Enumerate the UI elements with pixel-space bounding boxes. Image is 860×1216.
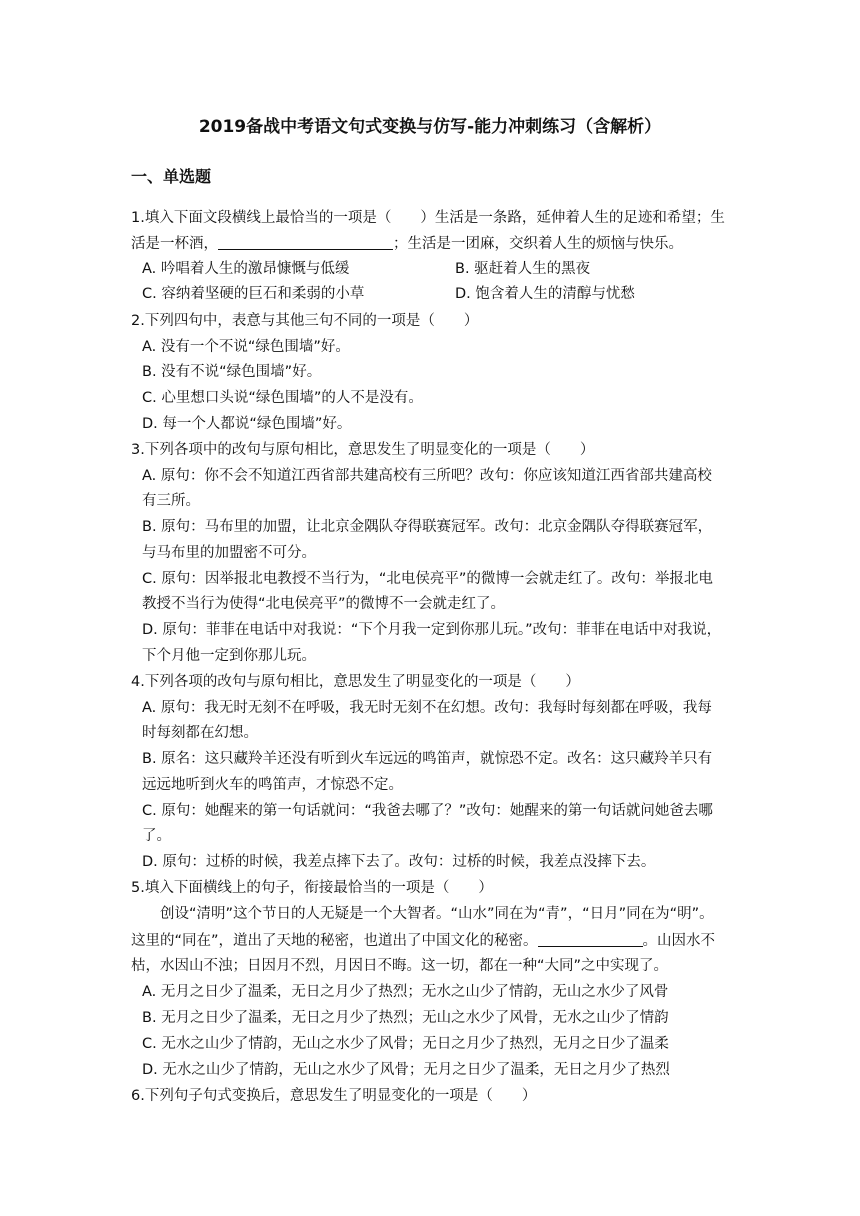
- question-3-option-c: C. 原句：因举报北电教授不当行为，“北电侯亮平”的微博一会就走红了。改句：举报北电: [142, 571, 713, 587]
- question-3-option-b: B. 原句：马布里的加盟，让北京金隅队夺得联赛冠军。改句：北京金隅队夺得联赛冠军，: [142, 519, 713, 535]
- question-5-passage-2: [131, 930, 715, 951]
- question-1-text-b: ；生活是一团麻，交织着人生的烦恼与快乐。: [393, 236, 683, 252]
- question-1-option-c: C. 容纳着坚硬的巨石和柔弱的小草: [142, 286, 365, 302]
- question-4-option-a-cont: 时每刻都在幻想。: [142, 725, 258, 741]
- question-4-option-d: D. 原句：过桥的时候，我差点摔下去了。改句：过桥的时候，我差点没摔下去。: [142, 854, 656, 870]
- question-1-stem-cont: [131, 233, 683, 254]
- question-5-option-b: B. 无月之日少了温柔，无日之月少了热烈；无山之水少了风骨，无水之山少了情韵: [142, 1010, 669, 1026]
- question-4-option-a: A. 原句：我无时无刻不在呼吸，我无时无刻不在幻想。改句：我每时每刻都在呼吸，我每: [142, 700, 712, 716]
- question-5-passage-3: 枯，水因山不浊；日因月不烈，月因日不晦。这一切，都在一种“大同”之中实现了。: [131, 958, 669, 974]
- question-2-option-c: C. 心里想口头说“绿色围墙”的人不是没有。: [142, 390, 423, 406]
- question-4-option-b-cont: 远远地听到火车的鸣笛声，才惊恐不定。: [142, 777, 403, 793]
- question-2-option-b: B. 没有不说“绿色围墙”好。: [142, 364, 322, 380]
- question-4-option-c: C. 原句：她醒来的第一句话就问：“我爸去哪了？”改句：她醒来的第一句话就问她爸去哪: [142, 803, 713, 819]
- question-1-option-d: D. 饱含着人生的清醇与忧愁: [455, 286, 635, 302]
- question-6-stem: 6.下列句子句式变换后，意思发生了明显变化的一项是（ ）: [131, 1088, 537, 1104]
- question-4-stem: 4.下列各项的改句与原句相比，意思发生了明显变化的一项是（ ）: [131, 674, 580, 690]
- question-3-stem: 3.下列各项中的改句与原句相比，意思发生了明显变化的一项是（ ）: [131, 442, 595, 458]
- section-heading: 一、单选题: [131, 167, 212, 186]
- question-3-option-d-cont: 下个月他一定到你那儿玩。: [142, 648, 316, 664]
- question-3-option-b-cont: 与马布里的加盟密不可分。: [142, 545, 316, 561]
- question-4-option-c-cont: 了。: [142, 828, 171, 844]
- question-5-passage-1: 创设“清明”这个节日的人无疑是一个大智者。“山水”同在为“青”，“日月”同在为“明”。: [160, 906, 714, 922]
- question-3-option-a-cont: 有三所。: [142, 493, 200, 509]
- answer-blank: [538, 930, 643, 947]
- question-4-option-b: B. 原名：这只藏羚羊还没有听到火车远远的鸣笛声，就惊恐不定。改名：这只藏羚羊只有: [142, 751, 713, 767]
- question-2-option-d: D. 每一个人都说“绿色围墙”好。: [142, 416, 352, 432]
- question-3-option-d: D. 原句：菲菲在电话中对我说：“下个月我一定到你那儿玩。”改句：菲菲在电话中对我说，: [142, 622, 722, 638]
- question-2-option-a: A. 没有一个不说“绿色围墙”好。: [142, 339, 350, 355]
- question-2-stem: 2.下列四句中，表意与其他三句不同的一项是（ ）: [131, 313, 479, 329]
- question-5-option-a: A. 无月之日少了温柔，无日之月少了热烈；无水之山少了情韵，无山之水少了风骨: [142, 984, 669, 1000]
- question-5-passage-2a: 这里的“同在”，道出了天地的秘密，也道出了中国文化的秘密。: [131, 933, 538, 949]
- question-5-stem: 5.填入下面横线上的句子，衔接最恰当的一项是（ ）: [131, 880, 493, 896]
- answer-blank: [218, 233, 393, 250]
- question-3-option-c-cont: 教授不当行为使得“北电侯亮平”的微博不一会就走红了。: [142, 596, 506, 612]
- question-1-option-b: B. 驱赶着人生的黑夜: [455, 261, 591, 277]
- question-3-option-a: A. 原句：你不会不知道江西省部共建高校有三所吧？改句：你应该知道江西省部共建高校: [142, 468, 712, 484]
- question-5-option-d: D. 无水之山少了情韵，无山之水少了风骨；无月之日少了温柔，无日之月少了热烈: [142, 1062, 670, 1078]
- question-1-text-a: 活是一杯酒，: [131, 236, 218, 252]
- question-1-stem: 1.填入下面文段横线上最恰当的一项是（ ）生活是一条路，延伸着人生的足迹和希望；生: [131, 210, 725, 226]
- question-1-option-a: A. 吟唱着人生的激昂慷慨与低缓: [142, 261, 350, 277]
- question-5-passage-2b: 。山因水不: [642, 933, 716, 949]
- question-5-option-c: C. 无水之山少了情韵，无山之水少了风骨；无日之月少了热烈，无月之日少了温柔: [142, 1036, 669, 1052]
- document-title: 2019备战中考语文句式变换与仿写-能力冲刺练习（含解析）: [198, 117, 662, 137]
